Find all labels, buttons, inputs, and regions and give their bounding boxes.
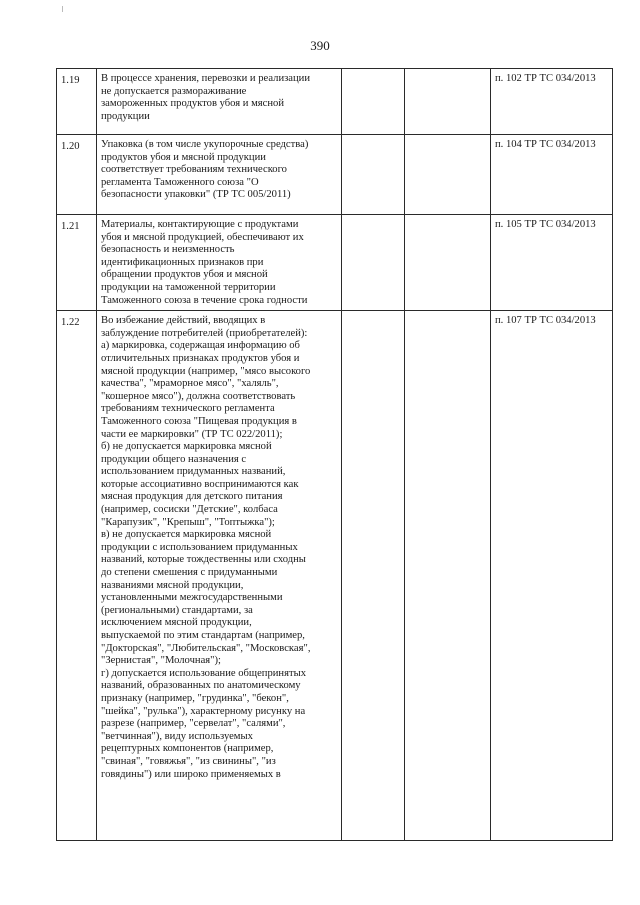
regulation-reference: п. 102 ТР ТС 034/2013 xyxy=(491,69,613,135)
requirement-line: признаку (например, "грудинка", "бекон", xyxy=(101,692,289,704)
requirement-line: установленными межгосударственными xyxy=(101,592,283,604)
requirement-line: рецептурных компонентов (например, xyxy=(101,743,274,755)
requirement-line: мясная продукция для детского питания xyxy=(101,491,283,503)
empty-cell xyxy=(405,311,491,841)
table-body xyxy=(57,69,613,841)
empty-cell xyxy=(405,215,491,311)
requirement-line: убоя и мясной продукцией, обеспечивают их xyxy=(101,231,304,243)
requirement-line: "Докторская", "Любительская", "Московская", xyxy=(101,642,311,654)
scan-mark xyxy=(62,6,63,12)
requirement-line: обращении продуктов убоя и мясной xyxy=(101,269,268,281)
requirement-line: выпускаемой по этим стандартам (например, xyxy=(101,630,305,641)
row-number: 1.21 xyxy=(57,215,97,311)
requirement-line: "Карапузик", "Крепыш", "Топтыжка"); xyxy=(101,516,275,528)
empty-cell xyxy=(405,69,491,135)
requirement-line: "кошерное мясо"), должна соответствовать xyxy=(101,390,296,402)
requirement-line: не допускается размораживание xyxy=(101,85,247,97)
requirement-line: мясной продукции (например, "мясо высокого xyxy=(101,365,311,377)
table-row xyxy=(57,135,613,215)
requirement-line: использованием придуманных названий, xyxy=(101,466,286,478)
requirement-line: продуктов убоя и мясной продукции xyxy=(101,151,266,163)
requirement-line: "шейка", "рулька"), характерному рисунку на xyxy=(101,705,306,717)
requirement-line: исключением мясной продукции, xyxy=(101,617,252,629)
regulation-reference: п. 105 ТР ТС 034/2013 xyxy=(491,215,613,311)
requirement-line: требованиям технического регламента xyxy=(101,403,275,415)
requirement-line: говядины") или широко применяемых в xyxy=(101,768,281,780)
requirement-line: части ее маркировки" (ТР ТС 022/2011); xyxy=(101,428,283,440)
requirement-line: соответствует требованиям технического xyxy=(101,164,287,176)
requirement-line: "свиная", "говяжья", "из свинины", "из xyxy=(101,755,276,767)
requirement-line: безопасность и неизменность xyxy=(101,244,235,256)
requirement-line: безопасности упаковки" (ТР ТС 005/2011) xyxy=(101,189,291,201)
requirement-line: замороженных продуктов убоя и мясной xyxy=(101,98,284,110)
row-number: 1.22 xyxy=(57,311,97,841)
empty-cell xyxy=(342,215,405,311)
requirement-line: "Зернистая", "Молочная"); xyxy=(101,655,221,667)
requirement-line: продукции на таможенной территории xyxy=(101,281,276,293)
row-number: 1.19 xyxy=(57,69,97,135)
requirement-line: (региональными) стандартами, за xyxy=(101,604,253,616)
regulation-reference: п. 107 ТР ТС 034/2013 xyxy=(491,311,613,841)
requirement-text xyxy=(97,69,342,135)
requirement-line: Таможенного союза в течение срока годности xyxy=(101,294,308,306)
requirement-line: Таможенного союза "Пищевая продукция в xyxy=(101,415,297,427)
requirement-line: качества", "мраморное мясо", "халяль", xyxy=(101,378,279,390)
requirement-line: названий, которые тождественны или сходны xyxy=(101,554,306,566)
requirement-line: Во избежание действий, вводящих в xyxy=(101,315,266,327)
requirement-line: а) маркировка, содержащая информацию об xyxy=(101,340,300,352)
requirement-line: продукции общего назначения с xyxy=(101,453,247,465)
table-row xyxy=(57,215,613,311)
requirement-text xyxy=(97,215,342,311)
table-row xyxy=(57,311,613,841)
empty-cell xyxy=(342,135,405,215)
requirement-line: названиями мясной продукции, xyxy=(101,579,244,591)
requirement-line: до степени смешения с придуманными xyxy=(101,567,278,579)
requirement-line: Упаковка (в том числе укупорочные средства) xyxy=(101,139,309,150)
regulation-reference: п. 104 ТР ТС 034/2013 xyxy=(491,135,613,215)
requirement-line: идентификационных признаков при xyxy=(101,256,264,268)
requirement-line: регламента Таможенного союза "О xyxy=(101,176,259,188)
requirement-line: названий, образованных по анатомическому xyxy=(101,680,301,692)
empty-cell xyxy=(342,69,405,135)
requirement-line: "ветчинная"), виду используемых xyxy=(101,730,253,742)
requirements-table xyxy=(56,68,613,841)
requirement-line: заблуждение потребителей (приобретателей): xyxy=(101,327,308,339)
requirement-line: г) допускается использование общепринятых xyxy=(101,667,307,679)
requirement-line: Материалы, контактирующие с продуктами xyxy=(101,219,299,230)
requirement-line: в) не допускается маркировка мясной xyxy=(101,529,272,541)
requirement-line: которые ассоциативно воспринимаются как xyxy=(101,478,299,490)
requirement-text xyxy=(97,135,342,215)
requirement-line: продукции с использованием придуманных xyxy=(101,541,298,553)
requirement-line: В процессе хранения, перевозки и реализации xyxy=(101,73,311,84)
requirement-line: отличительных признаках продуктов убоя и xyxy=(101,352,300,364)
requirement-text xyxy=(97,311,342,841)
requirement-line: (например, сосиски "Детские", колбаса xyxy=(101,504,278,516)
empty-cell xyxy=(342,311,405,841)
row-number: 1.20 xyxy=(57,135,97,215)
requirement-line: б) не допускается маркировка мясной xyxy=(101,441,272,453)
requirement-line: разрезе (например, "сервелат", "салями", xyxy=(101,718,286,730)
table-row xyxy=(57,69,613,135)
page-number: 390 xyxy=(310,38,330,53)
requirement-line: продукции xyxy=(101,110,150,122)
empty-cell xyxy=(405,135,491,215)
